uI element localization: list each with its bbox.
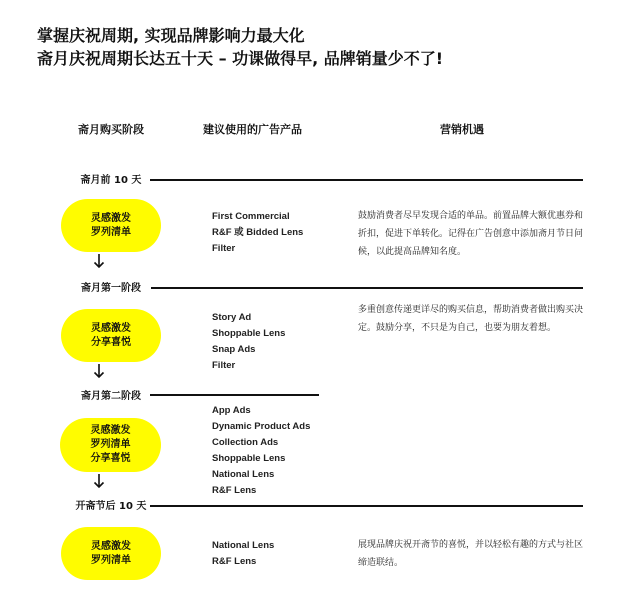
stage-divider bbox=[150, 505, 583, 507]
opportunity-text: 多重创意传递更详尽的购买信息，帮助消费者做出购买决定。鼓励分享，不只是为自己，也要为朋友着想。 bbox=[358, 305, 584, 333]
product-item: R&F 或 Bidded Lens bbox=[212, 227, 304, 238]
stage-label-pre-ramadan: 斋月前 10 天 bbox=[80, 175, 142, 186]
pill-text: 罗列清单 bbox=[91, 554, 131, 566]
product-item: Snap Ads bbox=[212, 344, 256, 355]
product-item: Filter bbox=[212, 243, 236, 254]
stage-pill-post-eid bbox=[61, 527, 161, 580]
stage-pill-ramadan-phase-2 bbox=[60, 418, 161, 472]
product-item: Filter bbox=[212, 360, 236, 371]
stage-divider bbox=[150, 179, 583, 181]
column-header-opportunity: 营销机遇 bbox=[440, 123, 484, 136]
opportunity-text: 展现品牌庆祝开斋节的喜悦，并以轻松有趣的方式与社区缔造联结。 bbox=[358, 540, 584, 568]
product-item: National Lens bbox=[212, 540, 275, 551]
product-item: R&F Lens bbox=[212, 556, 257, 567]
product-list bbox=[212, 310, 285, 374]
stage-label-post-eid: 开斋节后 10 天 bbox=[75, 501, 147, 512]
opportunity-text: 鼓励消费者尽早发现合适的单品。前置品牌大额优惠券和折扣，促进下单转化。记得在广告创意中添加斋月节日问候，以此提高品牌知名度。 bbox=[358, 211, 584, 257]
product-item: Shoppable Lens bbox=[212, 453, 286, 464]
stage-pill-ramadan-phase-1 bbox=[61, 309, 161, 362]
pill-text: 分享喜悦 bbox=[90, 453, 131, 464]
arrow-down-icon bbox=[93, 253, 105, 269]
product-item: App Ads bbox=[212, 405, 251, 416]
pill-text: 灵感激发 bbox=[90, 425, 131, 436]
product-item: National Lens bbox=[212, 469, 275, 480]
stage-label-ramadan-phase-1: 斋月第一阶段 bbox=[81, 283, 141, 294]
product-list bbox=[212, 403, 310, 499]
pill-text: 罗列清单 bbox=[90, 439, 131, 450]
product-item: First Commercial bbox=[212, 211, 290, 222]
column-header-stage: 斋月购买阶段 bbox=[78, 123, 144, 136]
pill-text: 灵感激发 bbox=[91, 322, 131, 334]
pill-text: 分享喜悦 bbox=[91, 336, 131, 348]
stage-pill-pre-ramadan bbox=[61, 199, 161, 252]
stage-label-ramadan-phase-2: 斋月第二阶段 bbox=[81, 391, 141, 402]
arrow-down-icon bbox=[93, 473, 105, 489]
page-title-line-2: 斋月庆祝周期长达五十天 – 功课做得早, 品牌销量少不了! bbox=[37, 49, 444, 68]
product-item: Story Ad bbox=[212, 312, 252, 323]
pill-text: 罗列清单 bbox=[91, 226, 131, 238]
column-header-products: 建议使用的广告产品 bbox=[203, 123, 302, 136]
pill-text: 灵感激发 bbox=[91, 540, 131, 552]
product-item: Dynamic Product Ads bbox=[212, 421, 311, 432]
product-item: Collection Ads bbox=[212, 437, 279, 448]
arrow-down-icon bbox=[93, 363, 105, 379]
product-item: Shoppable Lens bbox=[212, 328, 286, 339]
product-list bbox=[212, 538, 274, 570]
page-title-line-1: 掌握庆祝周期, 实现品牌影响力最大化 bbox=[37, 26, 305, 45]
stage-divider bbox=[151, 287, 583, 289]
product-item: R&F Lens bbox=[212, 485, 257, 496]
stage-divider bbox=[150, 394, 319, 396]
pill-text: 灵感激发 bbox=[91, 212, 131, 224]
product-list bbox=[212, 209, 303, 257]
